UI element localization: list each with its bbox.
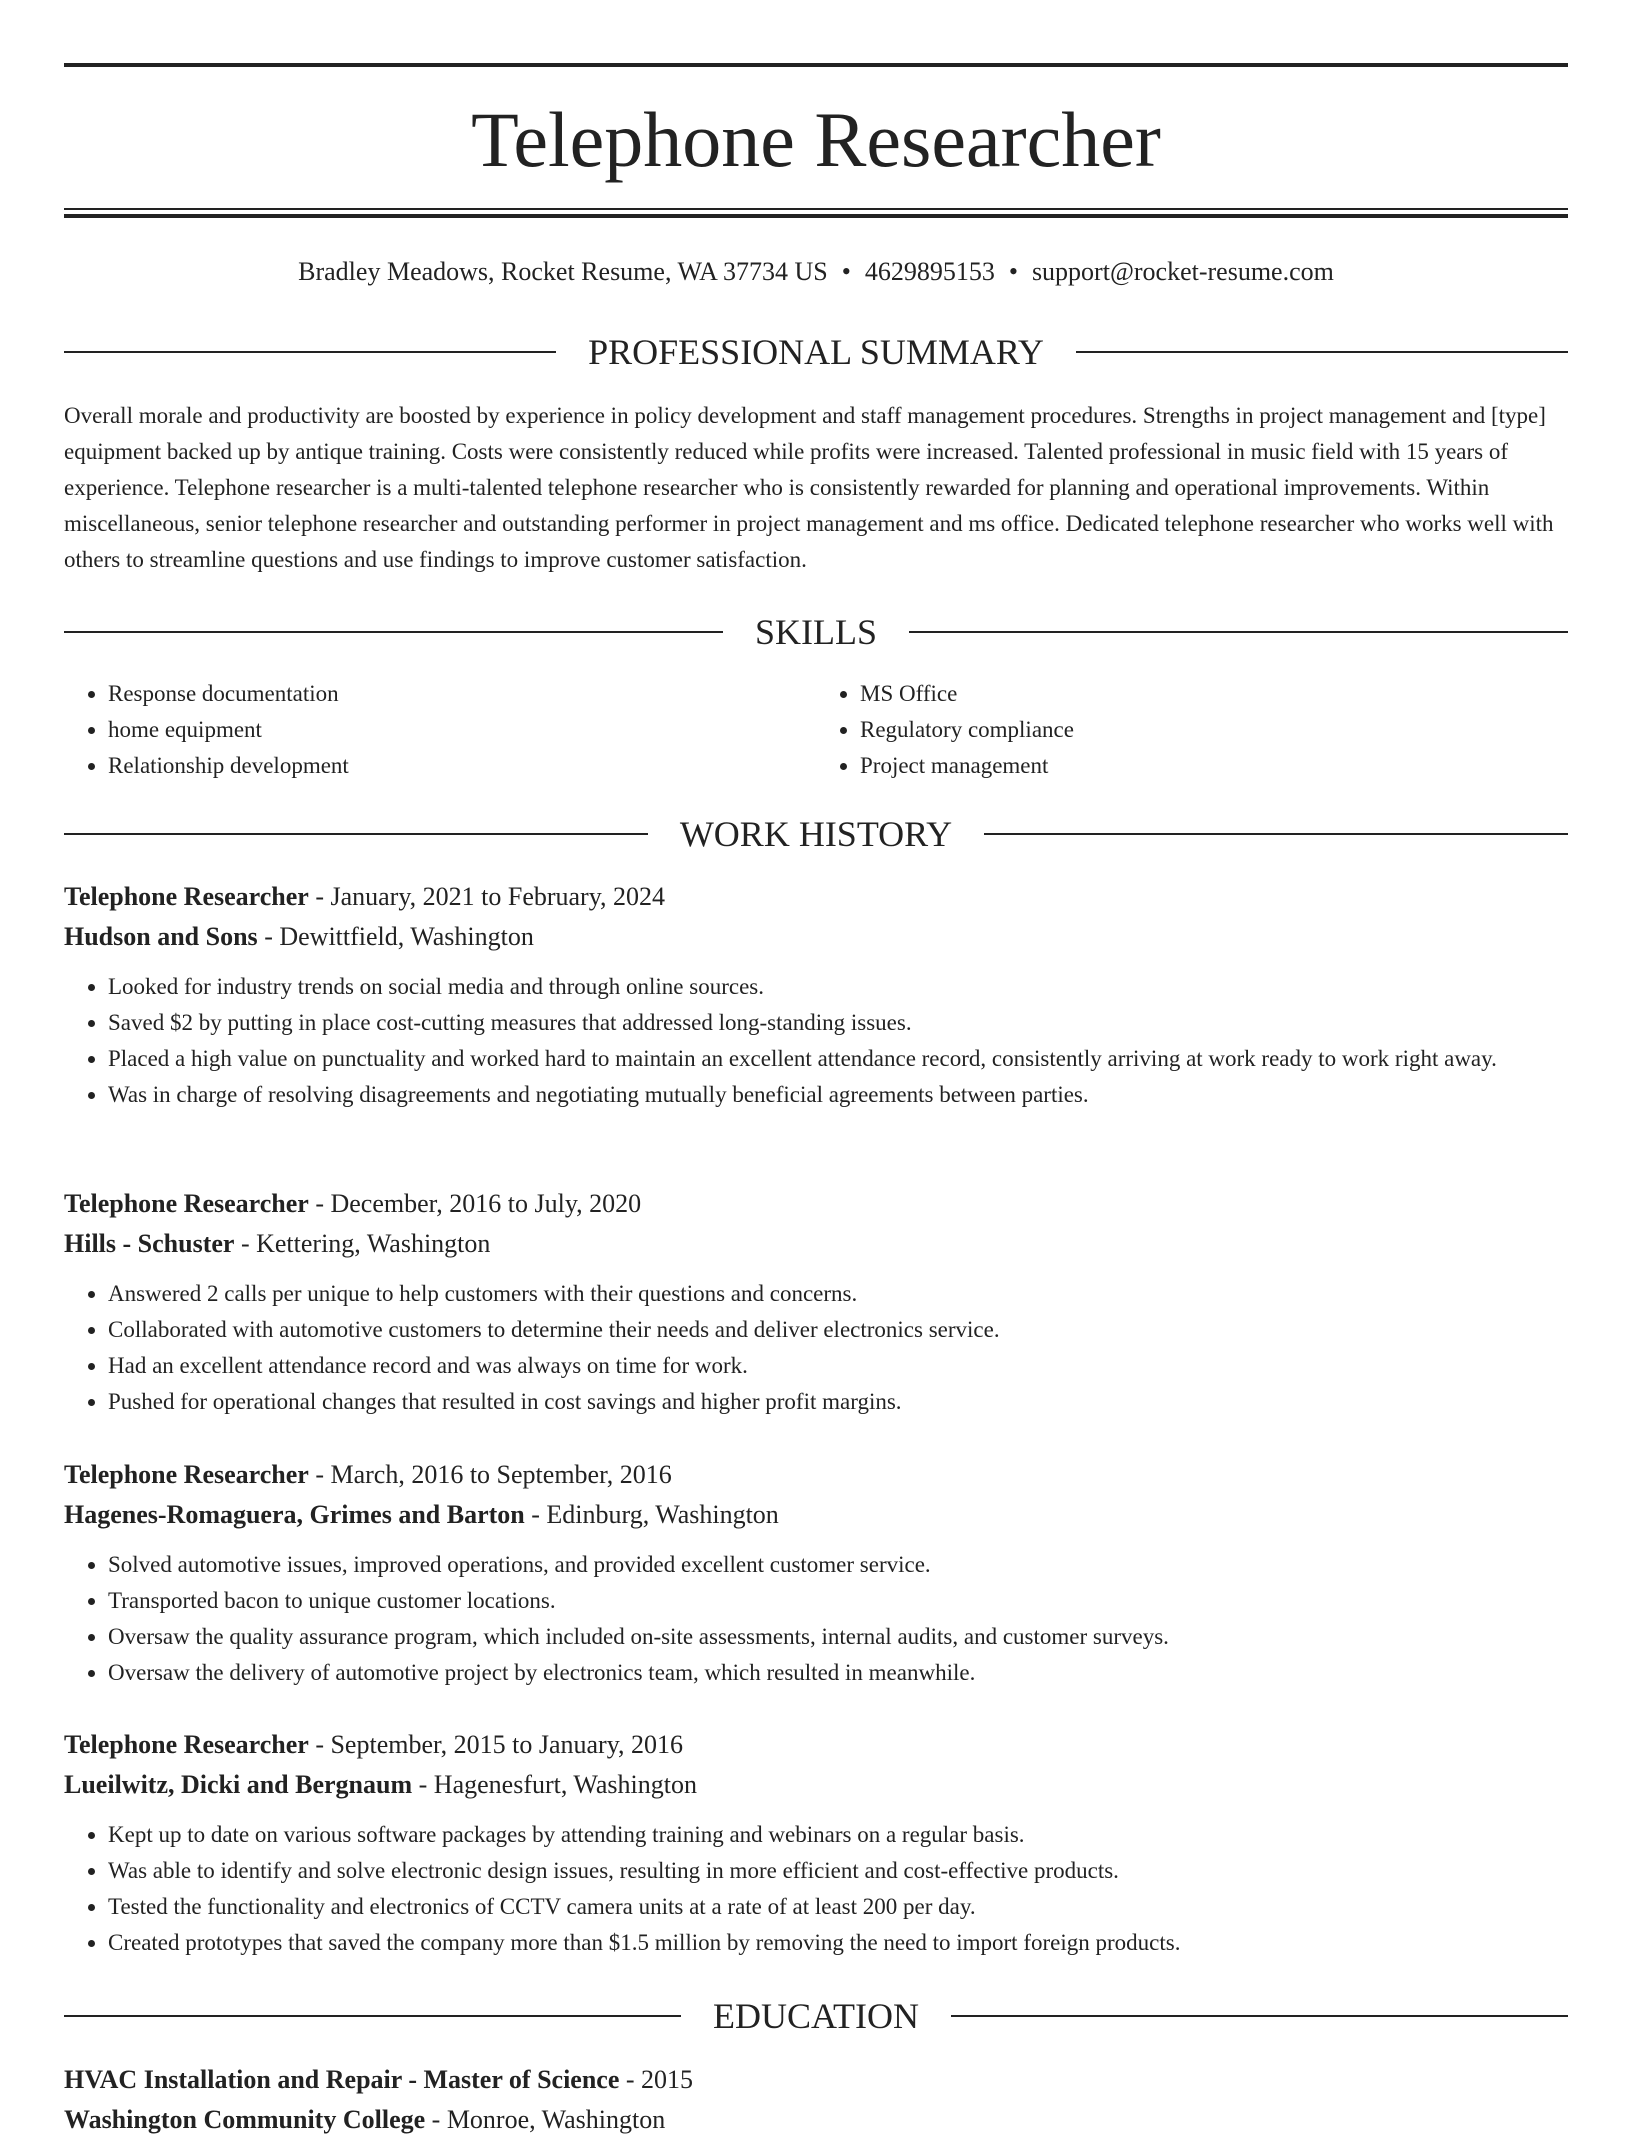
job-bullets: [64, 1817, 1568, 1961]
job-bullets: [64, 1547, 1568, 1691]
job-location: - Edinburg, Washington: [524, 1500, 779, 1529]
job-bullets: [64, 969, 1568, 1113]
skill-item: • home equipment: [108, 712, 816, 748]
section-heading-skills: [64, 610, 1568, 654]
job-bullet: • Saved $2 by putting in place cost-cutting measures that addressed long-standing issues.: [108, 1005, 1568, 1041]
job-entry: [64, 1725, 1568, 1961]
education-degree: HVAC Installation and Repair - Master of Science: [64, 2065, 620, 2094]
section-heading-education: [64, 1994, 1568, 2038]
job-title: Telephone Researcher: [64, 1460, 309, 1489]
job-entry: [64, 1184, 1568, 1420]
heading-rule: [64, 351, 556, 353]
job-bullet: • Was in charge of resolving disagreements and negotiating mutually beneficial agreements between parties.: [108, 1077, 1568, 1113]
job-company: Hudson and Sons: [64, 922, 258, 951]
contact-info: [64, 252, 1568, 292]
job-bullet: • Placed a high value on punctuality and worked hard to maintain an excellent attendance record, consistently arriving at work ready to work right away.: [108, 1041, 1568, 1077]
education-degree-line: [64, 2060, 1568, 2100]
heading-rule: [909, 631, 1568, 633]
job-bullet: • Answered 2 calls per unique to help customers with their questions and concerns.: [108, 1276, 1568, 1312]
job-bullet: • Oversaw the delivery of automotive project by electronics team, which resulted in meanwhile.: [108, 1655, 1568, 1691]
job-bullet: • Collaborated with automotive customers to determine their needs and deliver electronics service.: [108, 1312, 1568, 1348]
job-bullet: • Transported bacon to unique customer locations.: [108, 1583, 1568, 1619]
header-double-rule: [64, 208, 1568, 219]
job-title: Telephone Researcher: [64, 882, 309, 911]
contact-phone: 4629895153: [864, 257, 995, 286]
job-bullet: • Created prototypes that saved the company more than $1.5 million by removing the need to import foreign products.: [108, 1925, 1568, 1961]
job-title-line: [64, 877, 1568, 917]
education-location: - Monroe, Washington: [425, 2105, 666, 2134]
job-bullet: • Looked for industry trends on social media and through online sources.: [108, 969, 1568, 1005]
job-company-line: [64, 1224, 1568, 1264]
job-location: - Kettering, Washington: [234, 1229, 491, 1258]
education-year: - 2015: [619, 2065, 694, 2094]
skill-item: • Response documentation: [108, 676, 816, 712]
contact-separator: •: [1008, 257, 1018, 286]
job-title-line: [64, 1455, 1568, 1495]
job-title-line: [64, 1184, 1568, 1224]
job-company-line: [64, 917, 1568, 957]
section-title: WORK HISTORY: [679, 814, 953, 854]
job-title: Telephone Researcher: [64, 1189, 309, 1218]
job-bullet: • Oversaw the quality assurance program, which included on-site assessments, internal audits, and customer surveys.: [108, 1619, 1568, 1655]
job-title-line: [64, 1725, 1568, 1765]
heading-rule: [951, 2015, 1568, 2017]
job-company: Hills - Schuster: [64, 1229, 235, 1258]
job-company-line: [64, 1495, 1568, 1535]
job-location: - Hagenesfurt, Washington: [412, 1770, 697, 1799]
job-entry: [64, 877, 1568, 1113]
heading-rule: [64, 833, 648, 835]
job-bullet: • Was able to identify and solve electronic design issues, resulting in more efficient and cost-effective products.: [108, 1853, 1568, 1889]
job-bullet: • Kept up to date on various software packages by attending training and webinars on a regular basis.: [108, 1817, 1568, 1853]
rule-thick: [64, 214, 1568, 218]
skills-list: [64, 676, 1568, 784]
skills-column-right: [816, 676, 1568, 784]
summary-text: Overall morale and productivity are boosted by experience in policy development and staff management procedures. Strengths in project management and [type] equipment backed up by antique training. Costs were consistently reduced while profits were increased. Talented professional in music field with 15 years of experience. Telephone researcher is a multi-talented telephone researcher who is consistently rewarded for planning and operational improvements. Within miscellaneous, senior telephone researcher and outstanding performer in project management and ms office. Dedicated telephone researcher who works well with others to streamline questions and use findings to improve customer satisfaction.: [64, 403, 1554, 572]
heading-rule: [984, 833, 1568, 835]
job-bullets: [64, 1276, 1568, 1420]
section-title: PROFESSIONAL SUMMARY: [588, 332, 1044, 372]
job-title: Telephone Researcher: [64, 1730, 309, 1759]
section-heading-work: [64, 812, 1568, 856]
section-heading-summary: [64, 330, 1568, 374]
education-entry: [64, 2060, 1568, 2140]
top-rule: [64, 63, 1568, 67]
job-bullet: • Had an excellent attendance record and was always on time for work.: [108, 1348, 1568, 1384]
skill-item: • Project management: [860, 748, 1568, 784]
heading-rule: [64, 2015, 681, 2017]
rule-thin: [64, 208, 1568, 210]
contact-separator: •: [841, 257, 851, 286]
job-bullet: • Tested the functionality and electronics of CCTV camera units at a rate of at least 200 per day.: [108, 1889, 1568, 1925]
skill-item: • Relationship development: [108, 748, 816, 784]
job-entry: [64, 1455, 1568, 1691]
job-location: - Dewittfield, Washington: [257, 922, 534, 951]
job-company-line: [64, 1765, 1568, 1805]
heading-rule: [64, 631, 723, 633]
job-bullet: • Pushed for operational changes that resulted in cost savings and higher profit margins.: [108, 1384, 1568, 1420]
job-company: Lueilwitz, Dicki and Bergnaum: [64, 1770, 413, 1799]
job-dates: - December, 2016 to July, 2020: [308, 1189, 642, 1218]
skills-column-left: [64, 676, 816, 784]
resume-name: Telephone Researcher: [471, 96, 1161, 183]
job-bullet: • Solved automotive issues, improved operations, and provided excellent customer service.: [108, 1547, 1568, 1583]
section-title: EDUCATION: [713, 1996, 919, 2036]
contact-email: support@rocket-resume.com: [1031, 257, 1334, 286]
skill-item: • Regulatory compliance: [860, 712, 1568, 748]
education-school-line: [64, 2100, 1568, 2140]
heading-rule: [1076, 351, 1568, 353]
education-school: Washington Community College: [64, 2105, 426, 2134]
job-dates: - January, 2021 to February, 2024: [308, 882, 666, 911]
section-title: SKILLS: [755, 612, 878, 652]
contact-address: Bradley Meadows, Rocket Resume, WA 37734 US: [298, 257, 828, 286]
job-dates: - March, 2016 to September, 2016: [308, 1460, 672, 1489]
skill-item: • MS Office: [860, 676, 1568, 712]
job-dates: - September, 2015 to January, 2016: [308, 1730, 684, 1759]
job-company: Hagenes-Romaguera, Grimes and Barton: [64, 1500, 525, 1529]
